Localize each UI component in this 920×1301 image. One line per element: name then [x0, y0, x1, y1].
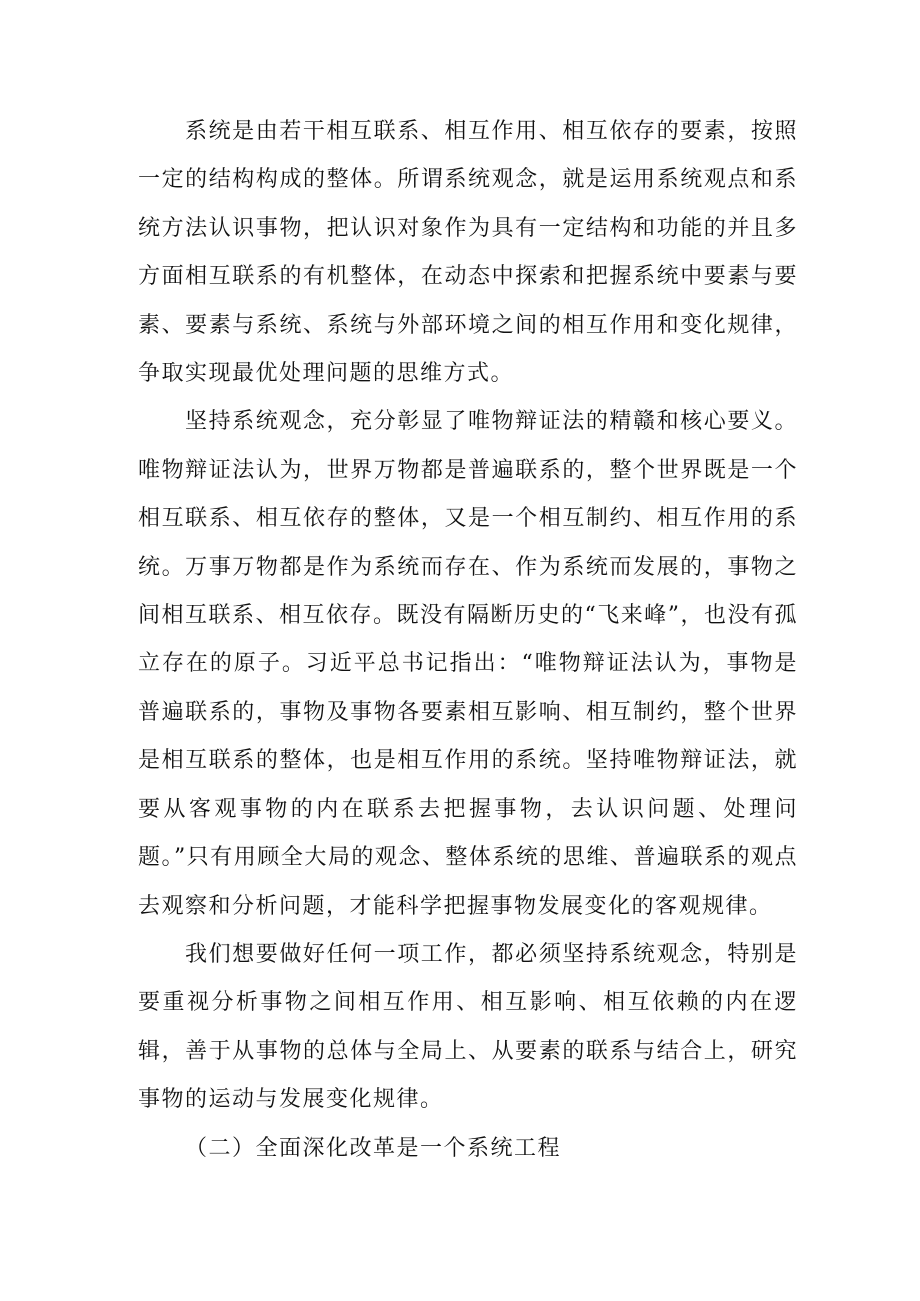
section-heading: （二）全面深化改革是一个系统工程	[185, 1135, 562, 1161]
paragraph-work-approach: 我们想要做好任何一项工作，都必须坚持系统观念，特别是要重视分析事物之间相互作用、相互影响、相互依赖的内在逻辑，善于从事物的总体与全局上、从要素的联系与结合上，研究事物的运动与发展变化规律。	[138, 941, 798, 1113]
paragraph-materialist-dialectics: 坚持系统观念，充分彰显了唯物辩证法的精赣和核心要义。唯物辩证法认为，世界万物都是普遍联系的，整个世界既是一个相互联系、相互依存的整体，又是一个相互制约、相互作用的系统。万事万物都是作为系统而存在、作为系统而发展的，事物之间相互联系、相互依存。既没有隔断历史的“飞来峰”，也没有孤立存在的原子。习近平总书记指出：“唯物辩证法认为，事物是普遍联系的，事物及事物各要素相互影响、相互制约，整个世界是相互联系的整体，也是相互作用的系统。坚持唯物辩证法，就要从客观事物的内在联系去把握事物，去认识问题、处理问题。”只有用顾全大局的观念、整体系统的思维、普遍联系的观点去观察和分析问题，才能科学把握事物发展变化的客观规律。	[138, 409, 798, 919]
paragraph-system-definition: 系统是由若干相互联系、相互作用、相互依存的要素，按照一定的结构构成的整体。所谓系统观念，就是运用系统观点和系统方法认识事物，把认识对象作为具有一定结构和功能的并且多方面相互联系的有机整体，在动态中探索和把握系统中要素与要素、要素与系统、系统与外部环境之间的相互作用和变化规律，争取实现最优处理问题的思维方式。	[138, 119, 798, 387]
document-body	[138, 108, 798, 1173]
